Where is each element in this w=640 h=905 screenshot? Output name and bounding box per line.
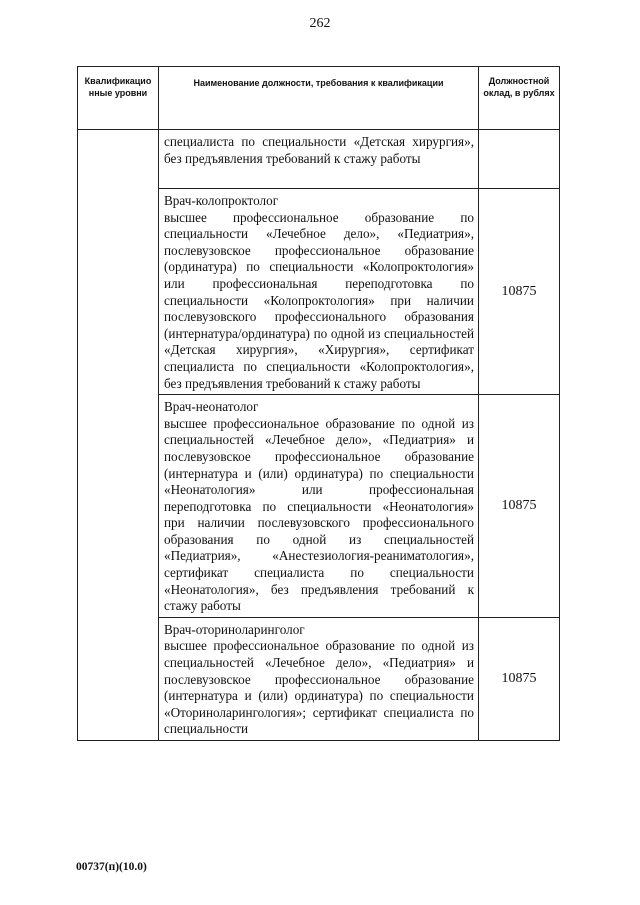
header-position-requirements: Наименование должности, требования к квалификации: [159, 67, 479, 130]
requirements-cell: [159, 189, 479, 395]
salary-cell: [479, 130, 560, 189]
position-title: Врач-оториноларинголог: [164, 621, 305, 637]
table-row: [78, 130, 560, 189]
table-header-row: [78, 67, 560, 130]
header-qualification-levels: Квалификацио нные уровни: [78, 67, 159, 130]
qualification-table: [77, 66, 560, 741]
requirements-cell: [159, 395, 479, 618]
salary-cell: 10875: [479, 617, 560, 740]
requirements-cell: [159, 130, 479, 189]
header-salary: Должностной оклад, в рублях: [479, 67, 560, 130]
position-title: Врач-колопроктолог: [164, 193, 279, 208]
page-number: 262: [309, 16, 331, 31]
requirements-text: высшее профессиональное образование по одной из специальностей «Лечебное дело», «Педиатрия» и послевузовское профессиональное образование (интернатура и (или) ординатура) по специальности «Оториноларингология»; сертификат специалиста по специальности: [164, 638, 474, 737]
requirements-cell: [159, 617, 479, 740]
salary-cell: 10875: [479, 189, 560, 395]
qualification-level-cell: [78, 130, 159, 741]
salary-cell: 10875: [479, 395, 560, 618]
position-title: Врач-неонатолог: [164, 399, 259, 415]
requirements-text: высшее профессиональное образование по специальности «Лечебное дело», «Педиатрия», послевузовское профессиональное образование (ординатура) по специальности «Колопроктология» или профессиональная переподготовка по специальности «Колопроктология» при наличии послевузовского профессионального образования (интернатура/ординатура) по одной из специальностей «Детская хирургия», «Хирургия», сертификат специалиста по специальности «Колопроктология», без предъявления требований к стажу работы: [164, 209, 474, 391]
document-code: 00737(п)(10.0): [76, 861, 147, 873]
requirements-text: специалиста по специальности «Детская хирургия», без предъявления требований к стажу работы: [164, 134, 474, 166]
requirements-text: высшее профессиональное образование по одной из специальностей «Лечебное дело», «Педиатрия» и послевузовское профессиональное образование (интернатура и (или) ординатура) по специальности «Неонатология» или профессиональная переподготовка по специальности «Неонатология» при наличии послевузовского профессионального образования по одной из специальностей «Педиатрия», «Анестезиология-реаниматология», сертификат специалиста по специальности «Неонатология», без предъявления требований к стажу работы: [164, 415, 474, 614]
